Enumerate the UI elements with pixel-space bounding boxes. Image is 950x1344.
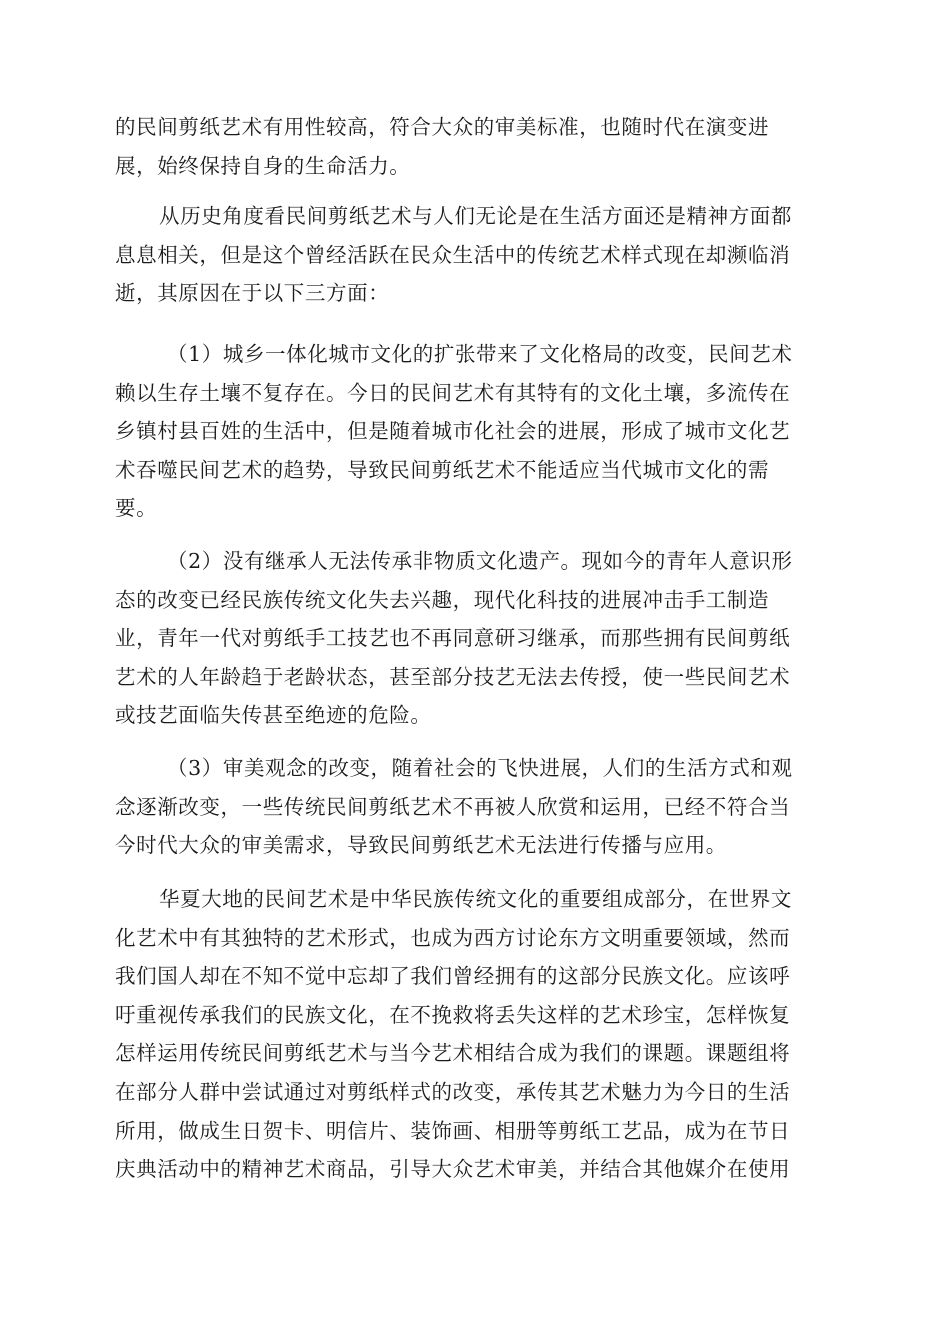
- text-line: 从历史角度看民间剪纸艺术与人们无论是在生活方面还是精神方面都: [159, 204, 792, 228]
- paragraph-history: [115, 197, 835, 313]
- text-line: 或技艺面临失传甚至绝迹的危险。: [115, 703, 432, 728]
- text-line: 乡镇村县百姓的生活中，但是随着城市化社会的进展，形成了城市文化艺: [115, 419, 791, 444]
- text-line: 的民间剪纸艺术有用性较高，符合大众的审美标准，也随时代在演变进: [115, 115, 770, 139]
- paragraph-continuation: [115, 108, 835, 185]
- paragraph-conclusion: [115, 880, 835, 1189]
- text-line: 术吞噬民间艺术的趋势，导致民间剪纸艺术不能适应当代城市文化的需: [115, 457, 770, 482]
- text-line: 息息相关，但是这个曾经活跃在民众生活中的传统艺术样式现在却濒临消: [115, 242, 791, 267]
- text-line: 业，青年一代对剪纸手工技艺也不再同意研习继承，而那些拥有民间剪纸: [115, 626, 791, 651]
- text-line: （2）没有继承人无法传承非物质文化遗产。现如今的青年人意识形: [167, 549, 793, 573]
- text-line: 逝，其原因在于以下三方面：: [115, 281, 390, 306]
- text-line: 今时代大众的审美需求，导致民间剪纸艺术无法进行传播与应用。: [115, 833, 727, 858]
- text-line: 怎样运用传统民间剪纸艺术与当今艺术相结合成为我们的课题。课题组将: [115, 1041, 791, 1066]
- text-line: 所用，做成生日贺卡、明信片、装饰画、相册等剪纸工艺品，成为在节日: [115, 1118, 791, 1143]
- text-line: 华夏大地的民间艺术是中华民族传统文化的重要组成部分，在世界文: [159, 887, 792, 911]
- text-line: 艺术的人年龄趋于老龄状态，甚至部分技艺无法去传授，使一些民间艺术: [115, 664, 791, 689]
- text-line: 我们国人却在不知不觉中忘却了我们曾经拥有的这部分民族文化。应该呼: [115, 964, 791, 989]
- text-line: 赖以生存土壤不复存在。今日的民间艺术有其特有的文化土壤，多流传在: [115, 380, 791, 405]
- text-line: （3）审美观念的改变，随着社会的飞快进展，人们的生活方式和观: [167, 756, 793, 780]
- paragraph-reason-3: [115, 749, 835, 865]
- paragraph-reason-2: [115, 542, 835, 735]
- text-line: 吁重视传承我们的民族文化，在不挽救将丢失这样的艺术珍宝，怎样恢复: [115, 1002, 791, 1027]
- text-line: （1）城乡一体化城市文化的扩张带来了文化格局的改变，民间艺术: [167, 342, 793, 366]
- text-line: 展，始终保持自身的生命活力。: [115, 153, 411, 178]
- text-line: 念逐渐改变，一些传统民间剪纸艺术不再被人欣赏和运用，已经不符合当: [115, 794, 791, 819]
- text-line: 庆典活动中的精神艺术商品，引导大众艺术审美，并结合其他媒介在使用: [115, 1157, 791, 1182]
- text-line: 化艺术中有其独特的艺术形式，也成为西方讨论东方文明重要领域，然而: [115, 925, 791, 950]
- text-line: 态的改变已经民族传统文化失去兴趣，现代化科技的进展冲击手工制造: [115, 587, 770, 612]
- text-line: 要。: [115, 496, 158, 521]
- paragraph-reason-1: [115, 335, 835, 528]
- text-line: 在部分人群中尝试通过对剪纸样式的改变，承传其艺术魅力为今日的生活: [115, 1079, 791, 1104]
